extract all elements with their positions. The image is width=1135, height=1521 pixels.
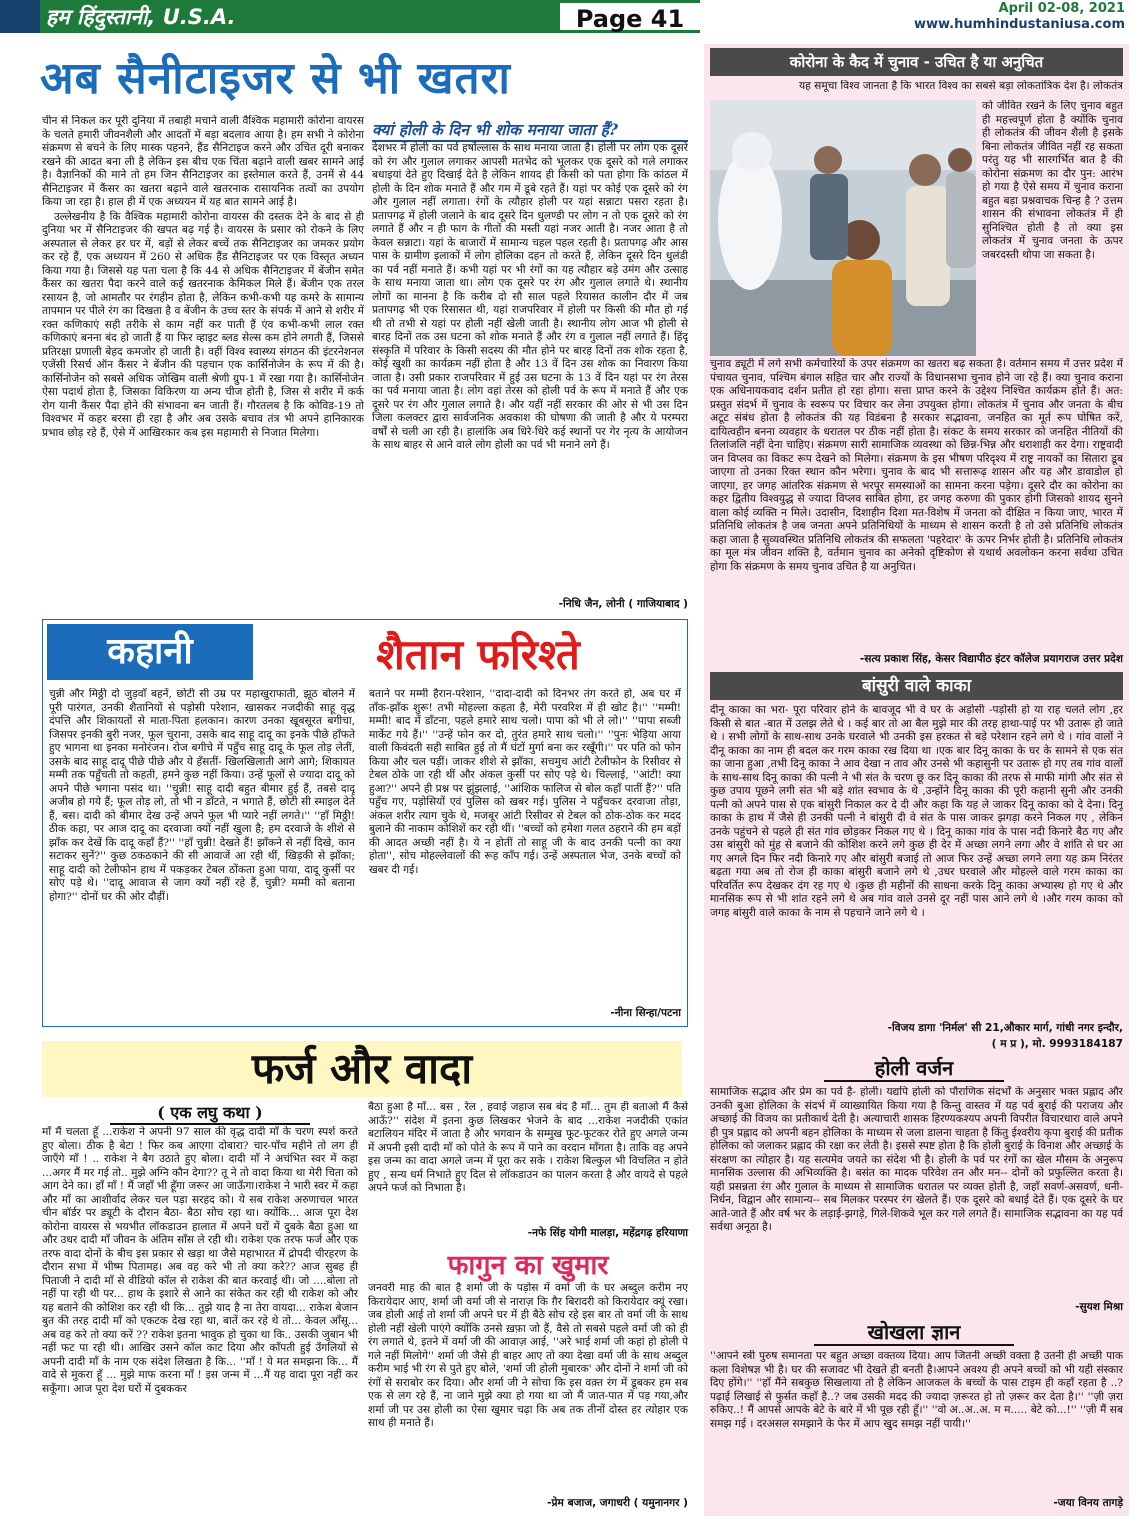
khokhla-text: ''आपने स्त्री पुरुष समानता पर बहुत अच्छा वक्तव्य दिया। आप जितनी अच्छी वक्ता है उतनी ही अच्छी पाक कला विशेषज्ञ भी है। घर की सजावट भी देखते ही बनती है।आपने अवश्य ही अपने बच्चों को भी यही संस्कार दिए होंगे।'' ''हाँ मैंने सबकुछ सिखलाया तो है लेकिन आजकल के बच्चों के पास टाइम ही कहाँ रहता है ..? पढ़ाई लिखाई से फुर्सत कहाँ है..? जब उसकी मदद की ज्यादा ज़रूरत हो तो ज़रूर कर देता है।'' ''ज़ी ज़रा रुकिए..! मैं आपसे आपके बेटे के बारे में भी पूछ रही हूँ।'' ''वो अ..अ..अ. म म..... बेटे को...!'' ''ज़ी मैं सब समझ गई । दरअसल समझाने के फेर में आप खुद समझ नहीं पायी।'' — [710, 1350, 1123, 1430]
main-headline: अब सैनीटाइजर से भी खतरा — [40, 53, 511, 104]
story-title: शैतान फरिश्ते — [376, 630, 580, 679]
holi-mourning-byline: -निधि जैन, लोनी ( गाजियाबाद ) — [558, 598, 688, 610]
farz-subtitle: ( एक लघु कथा ) — [110, 1101, 310, 1125]
fagun-title: फागुन का खुमार — [447, 1250, 609, 1281]
corona-election-text: चुनाव ड्यूटी में लगे सभी कर्मचारियों के उपर संक्रमण का खतरा बढ़ सकता है। वर्तमान समय में उत्तर प्रदेश में पंचायत चुनाव, पश्चिम बंगाल सहित चार और राज्यों के विधानसभा चुनाव होने जा रहे हैं। क्या चुनाव कराना एक अधिनायकवाद दर्शन प्रतीत हो रहा होगा। सत्ता प्राप्त करने के उद्देश्य निश्चित कार्यक्रम होते हैं। अत: प्रस्तुत संदर्भ में चुनाव के स्वरूप पर विचार कर लेना उपयुक्त होगा। लोकतंत्र में चुनाव और जनता के बीच अटूट संबंध होता है लोकतंत्र की यह विडंबना है सरकार सद्भावना, जनहित का मूर्त रूप घोषित करें, दायित्वहीन बनना व्यवहार के धरातल पर ठीक नहीं होता है। संकट के समय सरकार को जनहित नीतियों की तिलांजलि नहीं देना चाहिए। संक्रमण सारी सामाजिक व्यवस्था को छिन्न-भिन्न और धराशाही कर देगा। राष्ट्रवादी जन विप्लव का विकट रूप देखने को मिलेगा। संक्रमण के इस भीषण परिदृश्य में राष्ट्र नायकों का सितारा डूब जाएगा तो उनका रिक्त स्थान कौन भरेगा। चुनाव के बाद भी सत्तारूढ़ शासन और यह और डावाडोल हो जाएगा, हर जगह आंतरिक संक्रमण से भरपूर समस्याओं का सामना करना पड़ेगा। दूसरे दौर का कोरोना का कहर द्वितीय विश्वयुद्ध से ज्यादा विप्लव साबित होगा, हर जगह करुणा की पुकार होगी जिसको शायद सुनने वाला कोई व्यक्ति न मिले। उदासीन, दिशाहीन दिशा मत-विशेष में जनता को दीक्षित न किया जाए, भारत में प्रतिनिधि लोकतंत्र है जब जनता अपने प्रतिनिधियों के माध्यम से शासन करती है तो उसे प्रतिनिधि लोकतंत्र कहा जाता है सुव्यवस्थित प्रतिनिधि लोकतंत्र की सफलता 'पहरेदार' के ऊपर निर्भर होती है। प्रतिनिधि लोकतंत्र का मूल मंत्र जीवन शक्ति है, वर्तमान चुनाव का अनेको दृष्टिकोण से यथार्थ अवलोकन करना सर्वथा उचित होगा कि संक्रमण के समय चुनाव उचित है या अनुचित। — [710, 358, 1123, 573]
corona-election-byline: -सत्य प्रकाश सिंह, केसर विद्यापीठ इंटर कॉलेज प्रयागराज उत्तर प्रदेश — [859, 653, 1123, 665]
fagun-text: जनवरी माह की बात है शर्मा जी के पड़ोस में वर्मा जी के घर अब्दुल करीम नए किरायेदार आए, शर्मा जी वर्मा जी से नाराज़ कि ग़ैर बिरादरी को किरायेदार क्यूं रखा। जब होली आई तो शर्मा जी अपने घर में ही बैठे सोच रहे इस बार तो वर्मा जी के साथ होली नहीं खेली पाएंगे क्योंकि उनसे ख़फ़ा जो हैं, वैसे तो सबसे पहले वर्मा जी को ही रंग लगाते थे, इतने में वर्मा जी की आवाज़ आई, ''अरे भाई शर्मा जी कहां हो होली पे गले नहीं मिलोगे'' शर्मा जी जैसे ही बाहर आए तो क्या देखा वर्मा जी के साथ अब्दुल करीम भाई भी रंग से पुते हुए बोले, 'शर्मा जी होली मुबारक' और दोनों ने शर्मा जी को रंगों से सराबोर कर दिया। और शर्मा जी ने सोचा कि इस वक़्त रंग में डूबकर हम सब एक से लग रहे हैं, ना जाने मुझे क्या हो गया था जो मैं जात-पात में पड़ गया,और शर्मा जी पर उस होली का ऐसा खुमार चढ़ा कि अब तक तीनों दोस्त हर त्योहार एक साथ ही मनाते हैं। — [368, 1282, 688, 1429]
corona-election-heading: कोरोना के कैद में चुनाव - उचित है या अनुचित — [710, 48, 1123, 76]
story-box — [42, 619, 688, 1027]
election-photo-image — [710, 100, 976, 356]
farz-byline: -नफे सिंह योगी मालड़ा, महेंद्रगढ़ हरियाणा — [527, 1227, 688, 1239]
holi-varnan-byline: -सुयश मिश्रा — [1075, 1301, 1123, 1313]
website-link[interactable]: www.humhindustaniusa.com — [913, 17, 1125, 32]
issue-date: April 02-08, 2021 — [998, 1, 1125, 16]
story-byline: -नीना सिन्हा/पटना — [610, 1007, 681, 1019]
corona-election-intro: यह समूचा विश्व जानता है कि भारत विश्व का सबसे बड़ा लोकतांत्रिक देश है। लोकतंत्र — [799, 80, 1123, 92]
fagun-byline: -प्रेम बजाज, जगाधरी ( यमुनानगर ) — [547, 1497, 688, 1509]
bansuri-byline-1: -विजय डागा 'निर्मल' सी 21,औकार मार्ग, गांधी नगर इन्दौर, — [887, 1022, 1123, 1034]
masthead-bar-left — [0, 0, 40, 33]
sanitizer-paragraph-1: चीन से निकल कर पूरी दुनिया में तबाही मचाने वाली वैश्विक महामारी कोरोना वायरस के चलते हमारी जीवनशैली और आदतों में बड़ा बदलाव आया है। हम सभी ने कोरोना संक्रमण से बचने के लिए मास्क पहनने, हैंड सैनिटाइज करने और उचित दूरी बनाकर रखने की आदत बना ली है लेकिन इस बीच एक चिंता बढ़ाने वाली खबर सामने आई है। वैज्ञानिकों की माने तो हम जिन सैनिटाइजर का इस्तेमाल करते हैं, उनमें से 44 सैनिटाइजर में कैंसर का खतरा बढ़ाने वाले खतरनाक रासायनिक तत्वों का उपयोग किया जा रहा है। हाल ही में एक अध्ययन में यह बात सामने आई है। — [42, 115, 364, 208]
holi-varnan-text: सामाजिक सद्भाव और प्रेम का पर्व है- होली। यद्यपि होली को पौराणिक संदर्भों के अनुसार भक्त प्रह्लाद और उनकी बुआ होलिका के संदर्भ में व्याख्यायित किया गया है किन्तु वास्तव में यह पर्व बुराई की पराजय और अच्छाई की विजय का प्रतीकार्थ देती है। अत्याचारी शासक हिरण्यकश्यप अपनी विपरीत विचारधारा वाले अपने ही पुत्र प्रह्लाद को अपनी बहन होलिका के माध्यम से जला डालना चाहता है किंतु ईश्वरीय कृपा बुराई की प्रतीक होलिका को जलाकर प्रह्लाद की रक्षा कर लेती है। इससे स्पष्ट होता है कि होली बुराई के विनाश और अच्छाई के संरक्षण का त्योहार है। यह सत्यमेव जयते का संदेश भी है। होली के पर्व पर रंगों का खेल मौसम के अनुरूप मानसिक उल्लास की अभिव्यक्ति है। बसंत का मादक परिवेश तन और मन-- दोनों को प्रफुल्लित करता है। यही प्रसन्नता रंग और गुलाल के माध्यम से सामाजिक धरातल पर व्यक्त होती है, जहाँ सवर्ण-असवर्ण, धनी-निर्धन, विद्वान और सामान्य-- सब मिलकर परस्पर रंग खेलते हैं। एक दूसरे को बधाई देते हैं। एक दूसरे के घर आते-जाते हैं और वर्ष भर के लड़ाई-झगड़े, गिले-शिकवे भूल कर गले लगते हैं। सामाजिक सद्भावना का यह पर्व सर्वथा अनूठा है। — [710, 1086, 1123, 1233]
farz-column-1: माँ मैं चलता हूँ ...राकेश ने अपनी 97 साल की वृद्ध दादी माँ के चरण स्पर्श करते हुए बोला। ठीक है बेटा ! फिर कब आएगा दोबारा? चार-पाँच महीने तो लग ही जाएँगे माँ ! .. राकेश ने बैग उठाते हुए बोला। दादी माँ ने अचंभित स्वर में कहा ...अगर मैं मर गई तो.. मुझे अग्नि कौन देगा?? तू ने तो वादा किया था मेरी चिता को आग देने का। हाँ माँ ! मैं जहाँ भी हूँगा जरूर आ जाऊँगा।राकेश ने भारी स्वर में कहा और माँ का आशीर्वाद लेकर चल पड़ा सरहद को। ये सब राकेश अरुणाचल भारत चीन बॉर्डर पर ड्यूटी के दौरान बैठा- बैठा सोच रहा था। क्योंकि... आज पूरा देश कोरोना वायरस से भयभीत लॉकडाउन हालात में अपने घरों में दुबके बैठा हुआ था और उधर दादी माँ जीवन के अंतिम साँस ले रही थी। राकेश एक तरफ फर्ज और एक तरफ वादा दोनों के बीच इस प्रकार से खड़ा था जैसे महाभारत में द्रोपदी चीरहरण के दौरान सभा में भीष्म पितामह। अब वह करे भी तो क्या करे?? आज सुबह ही पिताजी ने दादी माँ से वीडियो कॉल से राकेश की बात करवाई थी। जो ....बोला तो नहीं पा रही थी पर... हाथ के इशारे से आने का संकेत कर रही थी राकेश को और यह बताने की कोशिश कर रही थी कि... तुझे याद है ना तेरा वायदा... राकेश बेजान बुत की तरह दादी माँ को एकटक देख रहा था, बातें कर रहे थे तो... केवल आँसू... अब वह करे तो क्या करें ?? राकेश इतना भावुक हो चुका था कि.. उसकी जुबान भी नहीं फट पा रही थी। आखिर उसने कॉल काट दिया और काँपती हुई उँगलियों से अपनी दादी माँ के नाम एक संदेश लिखता है कि... ''माँ ! ये मत समझना कि... मैं वादे से मुकरा हूँ ... मुझे माफ करना माँ ! इस जन्म में ...मैं यह वादा पूरा नहीं कर सकूँगा। आज पूरा देश घरों में दुबककर — [42, 1126, 358, 1395]
farz-title: फर्ज और वादा — [42, 1041, 682, 1097]
holi-mourning-heading: क्यां होली के दिन भी शोक मनाया जाता हैं? — [372, 118, 688, 142]
right-column — [704, 44, 1129, 1516]
bansuri-byline-2: ( म प्र ), मो. 9993184187 — [991, 1038, 1123, 1050]
corona-election-side: को जीवित रखने के लिए चुनाव बहुत ही महत्त्वपूर्ण होता है क्योंकि चुनाव ही लोकतंत्र की जीवन शैली है इसके बिना लोकतंत्र जीवित नहीं रह सकता परंतु यह भी सारगर्भित बात है की कोरोना संक्रमण का दौर पुन: आरंभ हो गया है ऐसे समय में चुनाव कराना बहुत बड़ा प्रश्नवाचक चिन्ह है ? उत्तम शासन की संभावना लोकतंत्र में ही सुनिश्चित होती है तो क्या इस लोकतंत्र में चुनाव जनता के ऊपर जबरदस्ती थोपा जा सकता है। — [982, 100, 1123, 261]
holi-mourning-text: देशभर में होली का पर्व हर्षोल्लास के साथ मनाया जाता है। होली पर लोग एक दूसरे को रंग और गुलाल लगाकर आपसी मतभेद को भूलकर एक दूसरे को गले लगाकर बधाइयां देते हुए दिखाई देते है लेकिन शायद ही किसी को पता होगा कि कांठल में होली के दिन शोक मनाते हैं और गम में डूबे रहते हैं। यहां पर कोई एक दूसरे को रंग और गुलाल नहीं लगाता। रंगों के त्यौहार होली पर यहां सन्नाटा पसरा रहता है। प्रतापगढ़ में होली जलाने के बाद दूसरे दिन धुलण्डी पर लोग न तो एक दूसरे को रंग लगाते हैं और न ही फाग के गीतों की मस्ती यहां नजर आती है। नजर आता है तो केवल सन्नाटा। यहां के बाजारों में सामान्य चहल पहल रहती है। प्रतापगढ़ और आस पास के ग्रामीण इलाकों में लोग होलिका दहन तो करते हैं, लेकिन दूसरे दिन धुलंडी का पर्व नहीं मनाते हैं। कभी यहां पर भी रंगों का यह त्यौहार बड़े उमंग और उत्साह के साथ मनाया जाता था। लोग एक दूसरे पर रंग और गुलाल लगाते थे। स्थानीय लोगों का मानना है कि करीब दो सौ साल पहले रियासत कालीन दौर में जब प्रतापगढ़ भी एक रिसासत थी, यहां राजपरिवार में होली पर किसी की मौत हो गई थी तो तभी से यहां पर होली नहीं खेली जाती है। स्थानीय लोग आज भी होली से बारह दिनों तक उस घटना को शोक मनाते हैं और रंग व गुलाल नहीं लगाते हैं। हिंदू संस्कृति में परिवार के किसी सदस्य की मौत होने पर बारह दिनों तक शोक रहता है, कोई खुशी का कार्यक्रम नहीं होता है और 13 वें दिन उस शोक का निवारण किया जाता है। उसी प्रकार राजपरिवार में हुई उस घटना के 13 वें दिन यहां पर रंग तेरस का पर्व मनाया जाता है। लोग वहां तेरस को होली पर्व के रूप में मनाते हैं और एक दूसरे पर रंग और गुलाल लगाते है। और यहीं नहीं सरकार की ओर से भी उस दिन जिला कलक्टर द्वारा सार्वजनिक अवकाश की घोषणा की जाती है और ये परम्परा वर्षों से चली आ रही है। हालांकि अब धिरे-धिरे कई स्थानों पर गेर नृत्य के आयोजन के साथ बाहर से आने वाले लोग होली का पर्व भी मनाने लगे हैं। — [372, 142, 688, 451]
khokhla-heading: खोखला ज्ञान — [814, 1318, 1014, 1346]
sanitizer-paragraph-2: उल्लेखनीय है कि वैश्विक महामारी कोरोना वायरस की दस्तक देने के बाद से ही दुनिया भर में सैनिटाइजर की खपत बढ़ गई है। वायरस के प्रसार को रोकने के लिए अस्पताल से लेकर हर घर में, बड़ों से लेकर बच्चें तक सैनिटाइजर का जमकर प्रयोग कर रहे हैं, एक अध्ययन में 260 से अधिक हैंड सैनिटाइजर पर एक विस्तृत अध्यन किया गया है। जिससे यह पता चला है कि 44 से अधिक सैनिटाइजर में बेंजीन समेत कैंसर का खतरा पैदा करने वाले कई खतरनाक केमिकल मिले हैं। बेंजीन एक तरल रसायन है, जो आमतौर पर रंगहीन होता है, लेकिन कभी-कभी यह कमरे के सामान्य तापमान पर पीले रंग का दिखता है व बेंजीन के उच्च स्तर के संपर्क में आने से शरीर में रक्त कणिकाएं सही तरीके से काम नहीं कर पाती हैं एंव कभी-कभी लाल रक्त कणिकाएं बनना बंद हो जाती हैं या फिर व्हाइट ब्लड सेल्स कम होने लगती हैं, जिससे प्रतिरक्षा प्रणाली बेहद कमजोर हो जाती है। वहीं विश्व स्वास्थ्य संगठन की इंटरनेशनल एजेंसी रिसर्च ऑन कैंसर ने बेंजीन की पहचान एक कार्सिनोजेन के रूप में की है। कार्सिनोजेन को सबसे अधिक जोखिम वाली श्रेणी ग्रुप-1 में रखा गया है। कार्सिनोजेन ऐसा पदार्थ होता है, जिसका विकिरण या अन्य चीज होती है, जिस से शरीर में कर्क रोग यानी कैंसर पैदा होने की संभावना बन जाती हैं। गौरतलब है कि कोविड-19 तो विश्वभर में कहर बरसा ही रहा है और अब उसके बचाव तंत्र भी अपने हानिकारक प्रभाव छोड़ रहे हैं, ऐसे में आखिरकार कब इस महामारी से निजात मिलेगा। — [42, 210, 364, 439]
khokhla-byline: -जया विनय तागड़े — [1053, 1497, 1123, 1509]
story-tag: कहानी — [47, 624, 253, 680]
farz-column-2: बैठा हुआ है माँ... बस , रेल , हवाई जहाज सब बंद है माँ... तुम ही बताओ मैं कैसे आऊँ?'' संदेश में इतना कुछ लिखकर भेजने के बाद ...राकेश नजदीकी एकांत बटालियन मंदिर में जाता है और भगवान के सम्मुख फूट-फूटकर रोते हुए अगले जन्म में अपनी इसी दादी माँ को पोते के रूप में पाने का वरदान माँगता है। ताकि वह अपने इस जन्म का वादा अगले जन्म में पूरा कर सके । राकेश बिल्कुल भी विचलित न होते हुए , सन्य धर्म निभाते हुए दिल से लॉकडाउन का पालन करता है और वायदे से पहले अपने फर्ज को निभाता है। — [368, 1101, 688, 1194]
holi-varnan-heading: होली वर्जन — [824, 1054, 1004, 1082]
bansuri-heading: बांसुरी वाले काका — [710, 672, 1123, 700]
story-column-2: बताने पर मम्मी हैरान-परेशान, ''दादा-दादी को दिनभर तंग करते हो, अब घर में ताँक-झाँक शुरू! तभी मोहल्ला कहता है, मेरी परवरिश में ही खोट है।'' ''मम्मी! मम्मी! बाद में डाँटना, पहले हमारे साथ चलो। पापा को भी ले लो।'' ''पापा सब्जी मार्केट गये हैं।'' ''उन्हें फोन कर दो, तुरंत हमारे साथ चलो।'' ''पुनः भेड़िया आया वाली किवंदती सही साबित हुई तो मैं घंटों मुर्गा बना कर रखूँगी।'' पर पति को फोन किया और चल पड़ीं। जाकर शीशे से झाँका, सचमुच आंटी टेलीफोन के रिसीवर से टेबल ठोके जा रही थीं और अंकल कुर्सी पर सोए पड़े थे। चिल्लाई, ''आंटी! क्या हुआ?'' अपने ही प्रश्न पर झुंझलाई, ''आंशिक फालिज से बोल कहाँ पातीं हैं?'' पति पहुँच गए, पड़ोसियों एवं पुलिस को खबर गई। पुलिस ने पहुँचकर दरवाजा तोड़ा, अंकल शरीर त्याग चुके थे, मजबूर आंटी रिसीवर से टेबल को ठोक-ठोक कर मदद बुलाने की नाकाम कोशिशें कर रही थीं। ''बच्चों को हमेशा गलत ठहराने की हम बड़ों की आदत अच्छी नहीं है। ये न होतीं तो साहू जी के बाद उनकी पत्नी का क्या होता'', सोच मोहल्लेवालों की रूह काँप गई। उन्हें अस्पताल भेज, उनके बच्चों को खबर दी गई। — [369, 688, 681, 876]
masthead — [0, 0, 1135, 36]
bansuri-text: दीनू काका का भरा- पूरा परिवार होने के बावजूद भी वे घर के अड़ोसी -पड़ोसी हो या राह चलते लोग ,हर किसी से बात -बात में उलझ लेते थे । कई बार तो आ बैल मुझे मार की तरह हाथा-पाई पर भी उतारू हो जाते थे । सभी लोगों के साथ-साथ उनके घरवाले भी उनकी इस हरकत से बड़े परेशान रहने लगे थे । गांव वालों ने दीनू काका का नाम ही बदल कर गरम काका रख दिया था ।एक बार दिनू काका के घर के सामने से एक संत का जाना हुआ ,तभी दिनू काका ने आव देखा न ताव और उनसे भी कहासुनी पर उतारू हो गए तब गांव वालों के साथ-साथ दिनू काका की पत्नी ने भी संत के चरण छू कर दिनू काका की तरफ से माफी मांगी और संत से कुछ उपाय पूछने लगी संत भी बड़े शांत स्वभाव के थे ,उन्होंने दिनू काका की पूरी कहानी सुनी और उनकी पत्नी को अपने पास से एक बांसुरी निकाल कर दे दी और कहा कि यह ले जाकर दिनू काका को दे देना। दिनू काका के हाथ में जैसे ही उनकी पत्नी ने बांसुरी दी वे संत के पास जाकर झगड़ा करने निकल गए , लेकिन उनके पहुंचने से पहले ही संत गांव छोड़कर निकल गए थे । दिनू काका गांव के पास नदी किनारे बैठ गए और उस बांसुरी को मुंह से बजाने की कोशिश करने लगे कुछ ही देर में अच्छा लगने लगा और वे शांति से घर आ गए अगले दिन फिर नदी किनारे गए और बांसुरी बजाई तो आज फिर उन्हें अच्छा लगने लगा यह क्रम निरंतर बढ़ता गया अब तो रोज ही काका बांसुरी बजाने लगे थे ,उधर घरवाले और मोहल्ले वाले गरम काका का परिवर्तित रूप देखकर दंग रह गए थे ।कुछ ही महीनों की साधना करके दिनू काका अभ्यास्थ हो गए थे और मानसिक रूप से भी शांत रहने लगे थे अब गांव वाले उनसे दूर नहीं पास आने लगे थे ।और गरम काका को जगह बांसुरी वाले काका के नाम से पहचाने जाने लगे थे । — [710, 704, 1123, 919]
page-number: Page 41 — [560, 0, 700, 33]
story-column-1: चुन्नी और मिठ्ठी दो जुड़वाँ बहनें, छोटी सी उम्र पर महाखुराफाती, झूठ बोलने में पूरी पारंगत, उनकी शैतानियों से पड़ोसी परेशान, खासकर नजदीकी साहू वृद्ध दंपत्ति और शिकायतों से माता-पिता हलकान। कारण उनका खूबसूरत बगीचा, जिसपर इनकी बुरी नजर, फूल चुराना, उसके बाद साहू दादू का इनके पीछे हाँफते हुए भागना था इनका मनोरंजन। रोज बगीचे में पहुँच साहू दादू के फूल तोड़ लेतीं, उसके बाद साहू दादू पीछे पीछे और ये हँसतीं- खिलखिलाती आगे आगे; शिकायत मम्मी तक पहुँचती तो कहती, हमने कुछ नहीं किया। उन्हें फूलों से ज्यादा दादू को अपने पीछे भगाना पसंद था। ''चुन्नी! साहू दादी बहुत बीमार हुई हैं, तबसे दादू अजीब हो गये हैं; फूल तोड़ लो, तो भी न डाँटते, न भगाते हैं, छोटी सी स्माइल देते हैं, बस। दादी को बीमार देख उन्हें अपने फूल भी प्यारे नहीं लगते।'' ''हाँ मिठ्ठी! ठीक कहा, पर आज दादू का दरवाजा क्यों नहीं खुला है; हम दरवाजे के शीशे से झाँक कर देखें कि दादू कहाँ हैं?'' ''हाँ चुन्नी! देखते हैं! झाँकने से नहीं दिखे, कान सटाकर सुनें?'' कुछ ठकठकाने की सी आवाजें आ रही थीं, खिड़की से झाँका; साहू दादी को टेलीफोन हाथ में पकड़कर टेबल ठोंकता हुआ पाया, दादू कुर्सी पर सोए पड़े थे। ''दादू आवाज से जाग क्यों नहीं रहे हैं, चुन्नी? मम्मी को बताना होगा?'' दोनों घर की ओर दौड़ीं। — [49, 688, 355, 903]
sanitizer-article — [42, 115, 364, 615]
masthead-brand: हम हिंदुस्तानी, U.S.A. — [46, 5, 236, 29]
election-photo — [710, 100, 976, 356]
